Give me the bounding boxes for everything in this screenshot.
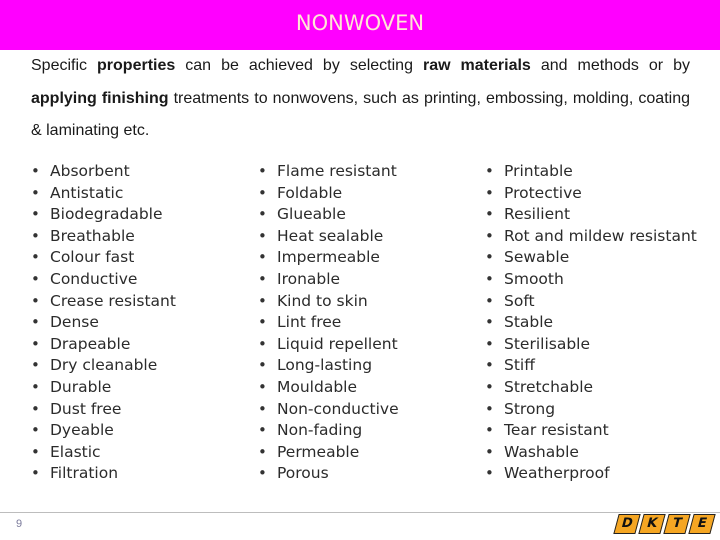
property-item: • Elastic	[31, 442, 176, 464]
property-item: • Flame resistant	[258, 161, 399, 183]
property-item: • Crease resistant	[31, 291, 176, 313]
property-item: • Dyeable	[31, 420, 176, 442]
property-item: • Washable	[485, 442, 697, 464]
property-item: • Permeable	[258, 442, 399, 464]
property-item: • Liquid repellent	[258, 334, 399, 356]
intro-text-4: treatments to nonwovens, such as printing, embossing, molding, coating & laminating etc.	[31, 89, 690, 139]
property-item: • Stiff	[485, 355, 697, 377]
property-item: • Colour fast	[31, 247, 176, 269]
property-item: • Porous	[258, 463, 399, 485]
property-item: • Non-fading	[258, 420, 399, 442]
property-item: • Breathable	[31, 226, 176, 248]
property-item: • Drapeable	[31, 334, 176, 356]
property-item: • Mouldable	[258, 377, 399, 399]
intro-text-1: Specific	[31, 57, 98, 74]
property-item: • Stretchable	[485, 377, 697, 399]
footer-divider	[0, 512, 720, 513]
intro-bold-applying-finishing: applying finishing	[31, 89, 169, 107]
property-item: • Lint free	[258, 312, 399, 334]
property-item: • Printable	[485, 161, 697, 183]
properties-column-1	[31, 161, 176, 485]
page-number: 9	[16, 518, 23, 530]
property-item: • Protective	[485, 183, 697, 205]
logo-letter: E	[688, 514, 715, 534]
property-item: • Dry cleanable	[31, 355, 176, 377]
property-item: • Glueable	[258, 204, 399, 226]
property-item: • Stable	[485, 312, 697, 334]
slide-title: NONWOVEN	[295, 11, 425, 35]
logo-letter: T	[663, 514, 690, 534]
intro-text-2: can be achieved by selecting	[175, 57, 423, 74]
property-item: • Foldable	[258, 183, 399, 205]
intro-bold-raw-materials: raw materials	[422, 57, 531, 74]
property-item: • Resilient	[485, 204, 697, 226]
properties-column-2	[258, 161, 399, 485]
property-item: • Rot and mildew resistant	[485, 226, 697, 248]
property-item: • Strong	[485, 399, 697, 421]
intro-text-3: and methods or by	[530, 57, 691, 74]
property-item: • Tear resistant	[485, 420, 697, 442]
property-item: • Long-lasting	[258, 355, 399, 377]
logo-letter: D	[613, 514, 640, 534]
property-item: • Dense	[31, 312, 176, 334]
dkte-logo	[616, 514, 716, 534]
intro-paragraph	[31, 50, 690, 148]
property-item: • Sewable	[485, 247, 697, 269]
property-item: • Heat sealable	[258, 226, 399, 248]
property-item: • Conductive	[31, 269, 176, 291]
property-item: • Dust free	[31, 399, 176, 421]
property-item: • Soft	[485, 291, 697, 313]
property-item: • Weatherproof	[485, 463, 697, 485]
property-item: • Antistatic	[31, 183, 176, 205]
property-item: • Biodegradable	[31, 204, 176, 226]
property-item: • Ironable	[258, 269, 399, 291]
intro-bold-properties: properties	[97, 57, 176, 74]
property-item: • Filtration	[31, 463, 176, 485]
properties-column-3	[485, 161, 697, 485]
property-item: • Non-conductive	[258, 399, 399, 421]
property-item: • Absorbent	[31, 161, 176, 183]
property-item: • Smooth	[485, 269, 697, 291]
property-item: • Durable	[31, 377, 176, 399]
property-item: • Impermeable	[258, 247, 399, 269]
property-item: • Sterilisable	[485, 334, 697, 356]
property-item: • Kind to skin	[258, 291, 399, 313]
logo-letter: K	[638, 514, 665, 534]
